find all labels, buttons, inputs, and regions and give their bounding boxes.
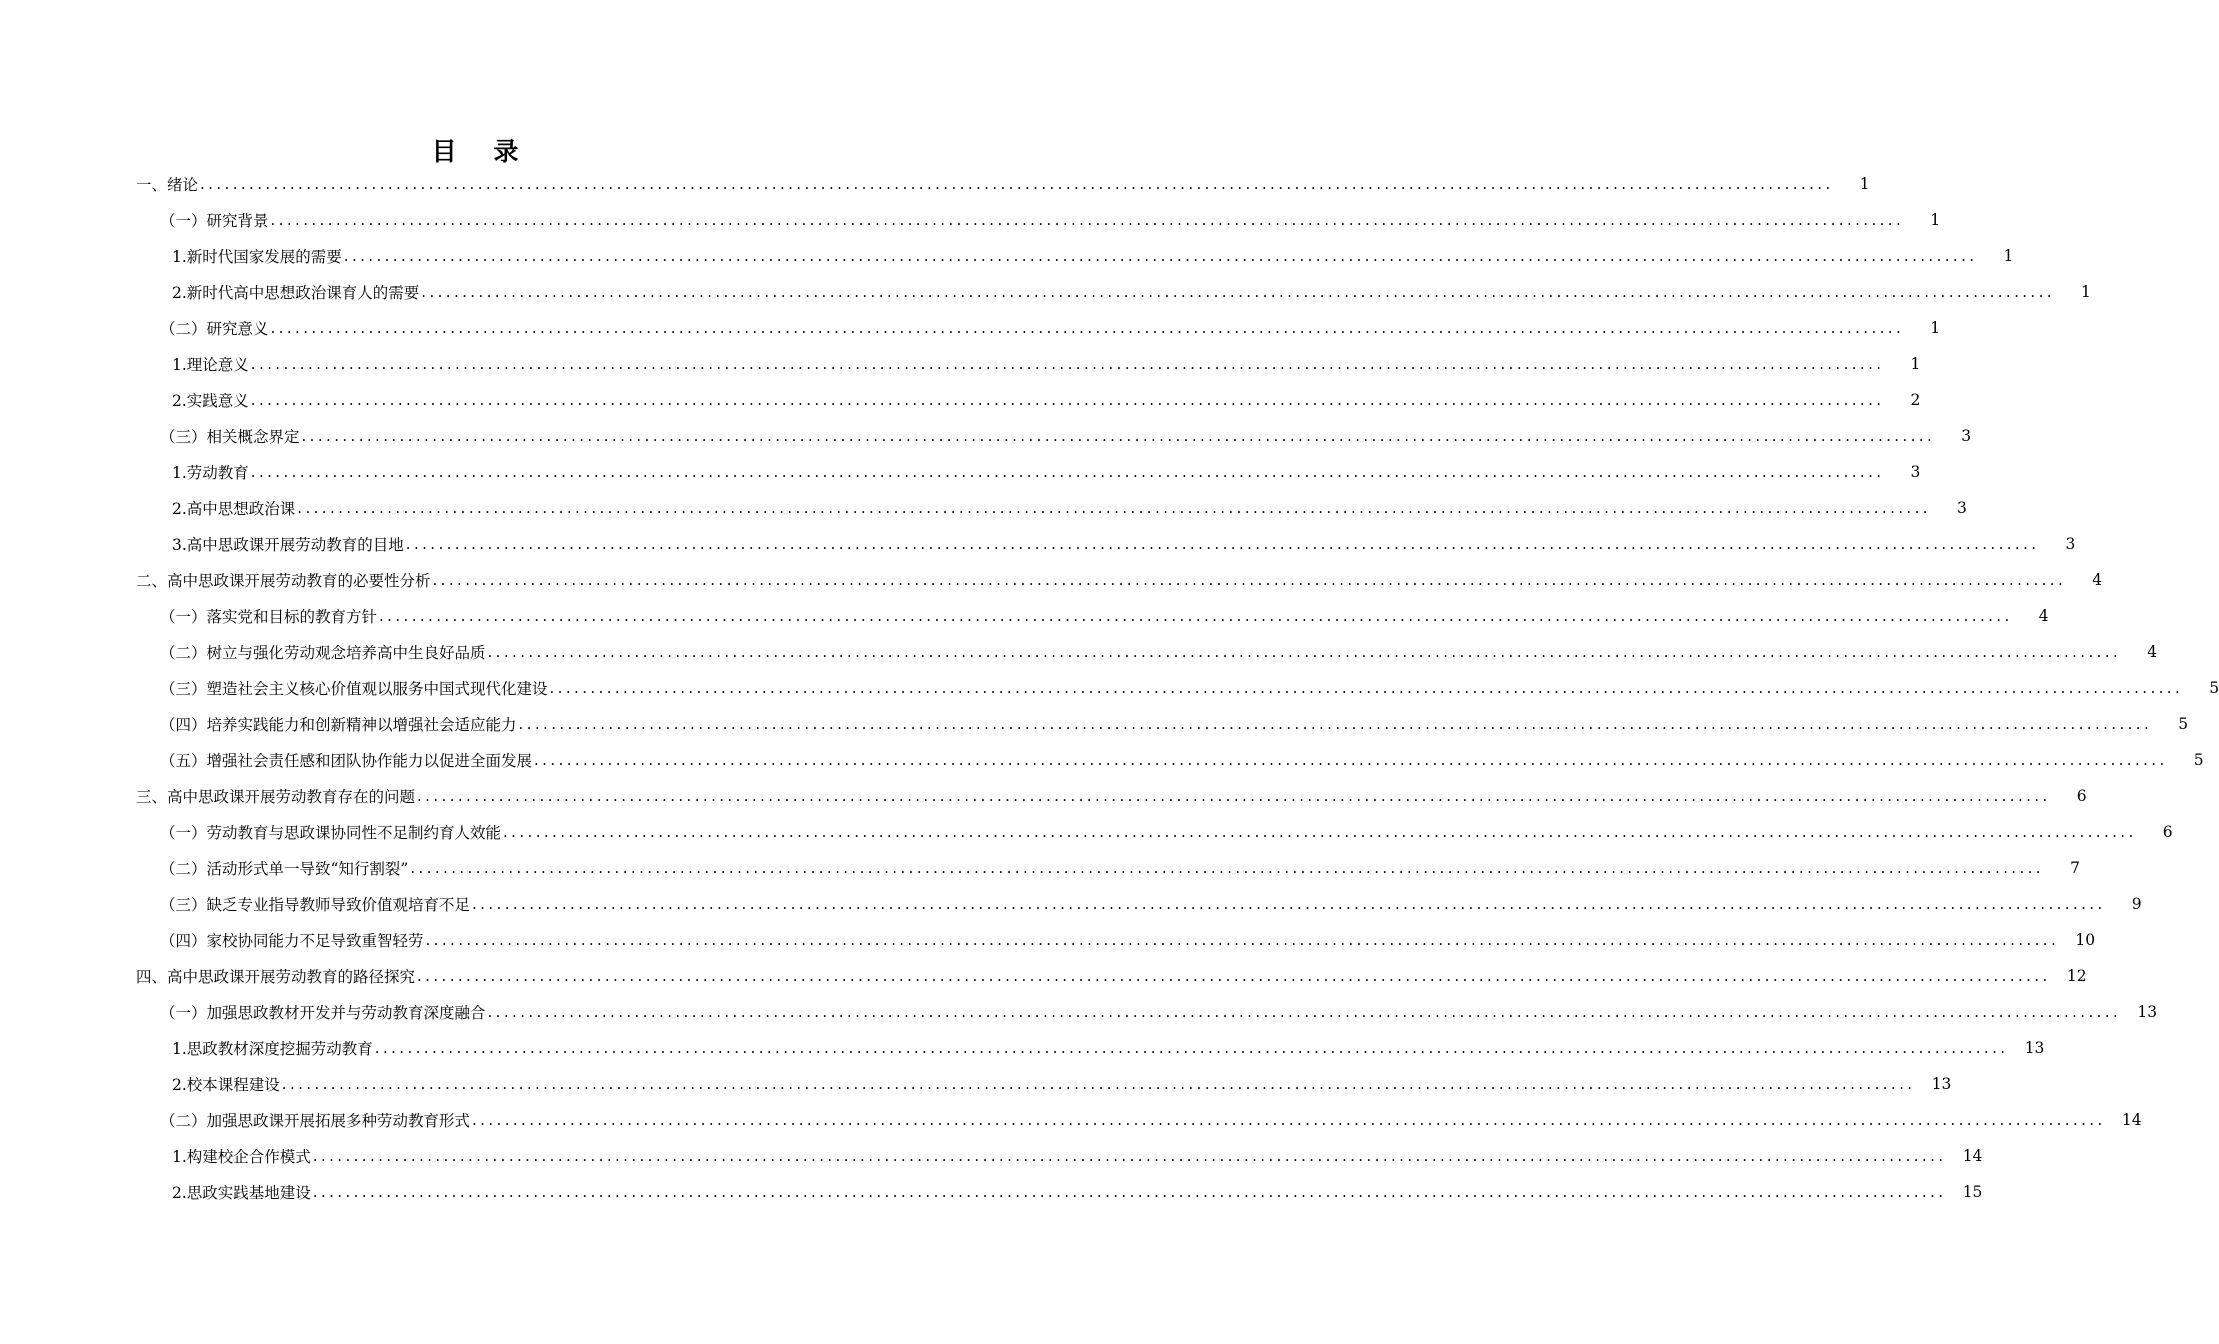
toc-page-number: 9 (2131, 895, 2142, 913)
toc-title: 目 录 (431, 137, 533, 166)
toc-dot-leader: ........................................................................................................................................................................................................ (270, 211, 1905, 229)
toc-page-number: 1 (1910, 355, 1921, 373)
toc-dot-leader: ........................................................................................................................................................................................................ (312, 1147, 1947, 1165)
toc-page-number: 5 (2209, 679, 2219, 697)
toc-entry-text: （三）缺乏专业指导教师导致价值观培育不足 (160, 896, 471, 914)
toc-entry[interactable] (0, 166, 1870, 202)
toc-page-number: 13 (2137, 1003, 2158, 1021)
toc-page-number: 1 (2003, 247, 2014, 265)
toc-entry-text: （一）落实党和目标的教育方针 (160, 608, 378, 626)
toc-entry[interactable] (0, 1102, 2142, 1138)
toc-page-number: 3 (1910, 463, 1921, 481)
toc-entry[interactable] (0, 634, 2158, 670)
toc-page-number: 3 (2065, 535, 2076, 553)
toc-page-number: 4 (2147, 643, 2158, 661)
toc-entry-text: 一、绪论 (136, 176, 199, 194)
toc-dot-leader: ........................................................................................................................................................................................................ (270, 319, 1905, 337)
toc-dot-leader: ........................................................................................................................................................................................................ (405, 535, 2040, 553)
toc-page-number: 15 (1962, 1183, 1983, 1201)
toc-entry-text: （二）研究意义 (160, 320, 269, 338)
toc-entry-text: （二）树立与强化劳动观念培养高中生良好品质 (160, 644, 486, 662)
toc-entry-text: （四）家校协同能力不足导致重智轻劳 (160, 932, 424, 950)
toc-page-number: 1 (1930, 319, 1941, 337)
toc-entry[interactable] (0, 202, 1941, 238)
toc-entry-text: （二）加强思政课开展拓展多种劳动教育形式 (160, 1112, 471, 1130)
toc-dot-leader: ........................................................................................................................................................................................................ (312, 1183, 1947, 1201)
toc-entry-text: 四、高中思政课开展劳动教育的路径探究 (136, 968, 416, 986)
toc-entry[interactable] (0, 526, 2076, 562)
toc-entry-text: （一）劳动教育与思政课协同性不足制约育人效能 (160, 824, 502, 842)
toc-page-number: 6 (2162, 823, 2173, 841)
toc-entry-text: 三、高中思政课开展劳动教育存在的问题 (136, 788, 416, 806)
toc-page-number: 14 (2121, 1111, 2142, 1129)
toc-entry[interactable] (0, 706, 2189, 742)
toc-entry-text: （一）研究背景 (160, 212, 269, 230)
toc-entry[interactable] (0, 958, 2087, 994)
toc-entry-text: 2.高中思想政治课 (172, 500, 296, 518)
toc-entry[interactable] (0, 382, 1921, 418)
toc-dot-leader: ........................................................................................................................................................................................................ (425, 931, 2060, 949)
toc-page-number: 4 (2038, 607, 2049, 625)
toc-entry[interactable] (0, 922, 2096, 958)
toc-dot-leader: ........................................................................................................................................................................................................ (301, 427, 1936, 445)
toc-page-number: 1 (1930, 211, 1941, 229)
toc-entry[interactable] (0, 454, 1921, 490)
toc-entry[interactable] (0, 670, 2219, 706)
toc-list (0, 166, 2219, 1210)
toc-entry[interactable] (0, 994, 2158, 1030)
toc-dot-leader: ........................................................................................................................................................................................................ (432, 571, 2067, 589)
toc-page-number: 3 (1961, 427, 1972, 445)
toc-dot-leader: ........................................................................................................................................................................................................ (518, 715, 2153, 733)
toc-page-number: 6 (2076, 787, 2087, 805)
toc-dot-leader: ........................................................................................................................................................................................................ (250, 355, 1885, 373)
toc-dot-leader: ........................................................................................................................................................................................................ (549, 679, 2184, 697)
toc-entry-text: 1.新时代国家发展的需要 (172, 248, 342, 266)
toc-page-number: 14 (1962, 1147, 1983, 1165)
toc-entry[interactable] (0, 346, 1921, 382)
toc-entry-text: 1.思政教材深度挖掘劳动教育 (172, 1040, 373, 1058)
toc-dot-leader: ........................................................................................................................................................................................................ (421, 283, 2055, 301)
toc-dot-leader: ........................................................................................................................................................................................................ (503, 823, 2137, 841)
toc-entry-text: 1.构建校企合作模式 (172, 1148, 311, 1166)
toc-page-number: 7 (2070, 859, 2080, 877)
toc-page-number: 1 (2081, 283, 2091, 301)
toc-page-number: 3 (1957, 499, 1967, 517)
toc-entry-text: 1.理论意义 (172, 356, 249, 374)
toc-entry-text: 1.劳动教育 (172, 464, 249, 482)
toc-entry[interactable] (0, 1030, 2045, 1066)
toc-entry[interactable] (0, 238, 2014, 274)
toc-dot-leader: ........................................................................................................................................................................................................ (343, 247, 1978, 265)
toc-entry-text: 2.实践意义 (172, 392, 249, 410)
toc-entry-text: 二、高中思政课开展劳动教育的必要性分析 (136, 572, 431, 590)
toc-entry-text: （四）培养实践能力和创新精神以增强社会适应能力 (160, 716, 517, 734)
toc-dot-leader: ........................................................................................................................................................................................................ (472, 1111, 2106, 1129)
toc-entry[interactable] (0, 490, 1967, 526)
toc-entry-text: 3.高中思政课开展劳动教育的目地 (172, 536, 404, 554)
toc-dot-leader: ........................................................................................................................................................................................................ (200, 175, 1834, 193)
toc-page-number: 5 (2193, 751, 2204, 769)
toc-page-number: 1 (1859, 175, 1870, 193)
toc-entry[interactable] (0, 598, 2049, 634)
toc-dot-leader: ........................................................................................................................................................................................................ (410, 859, 2044, 877)
toc-dot-leader: ........................................................................................................................................................................................................ (379, 607, 2013, 625)
toc-dot-leader: ........................................................................................................................................................................................................ (250, 391, 1885, 409)
toc-page-number: 13 (2024, 1039, 2045, 1057)
toc-dot-leader: ........................................................................................................................................................................................................ (487, 643, 2122, 661)
toc-entry[interactable] (0, 886, 2142, 922)
toc-entry[interactable] (0, 1066, 1952, 1102)
toc-page-number: 12 (2066, 967, 2087, 985)
toc-entry[interactable] (0, 562, 2103, 598)
toc-dot-leader: ........................................................................................................................................................................................................ (417, 967, 2051, 985)
toc-entry[interactable] (0, 850, 2080, 886)
toc-entry-text: （五）增强社会责任感和团队协作能力以促进全面发展 (160, 752, 533, 770)
toc-entry[interactable] (0, 1174, 1983, 1210)
toc-page-number: 13 (1931, 1075, 1952, 1093)
toc-entry-text: 2.思政实践基地建设 (172, 1184, 311, 1202)
toc-entry-text: 2.新时代高中思想政治课育人的需要 (172, 284, 420, 302)
toc-dot-leader: ........................................................................................................................................................................................................ (534, 751, 2168, 769)
toc-entry-text: 2.校本课程建设 (172, 1076, 280, 1094)
toc-entry[interactable] (0, 310, 1941, 346)
toc-entry-text: （三）塑造社会主义核心价值观以服务中国式现代化建设 (160, 680, 548, 698)
toc-dot-leader: ........................................................................................................................................................................................................ (487, 1003, 2122, 1021)
toc-entry[interactable] (0, 274, 2091, 310)
toc-entry[interactable] (0, 1138, 1983, 1174)
toc-dot-leader: ........................................................................................................................................................................................................ (250, 463, 1885, 481)
toc-dot-leader: ........................................................................................................................................................................................................ (472, 895, 2106, 913)
toc-entry-text: （一）加强思政教材开发并与劳动教育深度融合 (160, 1004, 486, 1022)
toc-entry-text: （三）相关概念界定 (160, 428, 300, 446)
toc-page-number: 2 (1910, 391, 1921, 409)
toc-dot-leader: ........................................................................................................................................................................................................ (281, 1075, 1916, 1093)
toc-dot-leader: ........................................................................................................................................................................................................ (297, 499, 1931, 517)
toc-entry[interactable] (0, 814, 2173, 850)
toc-dot-leader: ........................................................................................................................................................................................................ (417, 787, 2051, 805)
toc-page-number: 10 (2075, 931, 2096, 949)
toc-entry[interactable] (0, 418, 1972, 454)
toc-page-number: 5 (2178, 715, 2189, 733)
toc-page-number: 4 (2092, 571, 2103, 589)
toc-entry-text: （二）活动形式单一导致“知行割裂” (160, 860, 409, 878)
toc-dot-leader: ........................................................................................................................................................................................................ (374, 1039, 2009, 1057)
toc-entry[interactable] (0, 742, 2204, 778)
toc-entry[interactable] (0, 778, 2087, 814)
